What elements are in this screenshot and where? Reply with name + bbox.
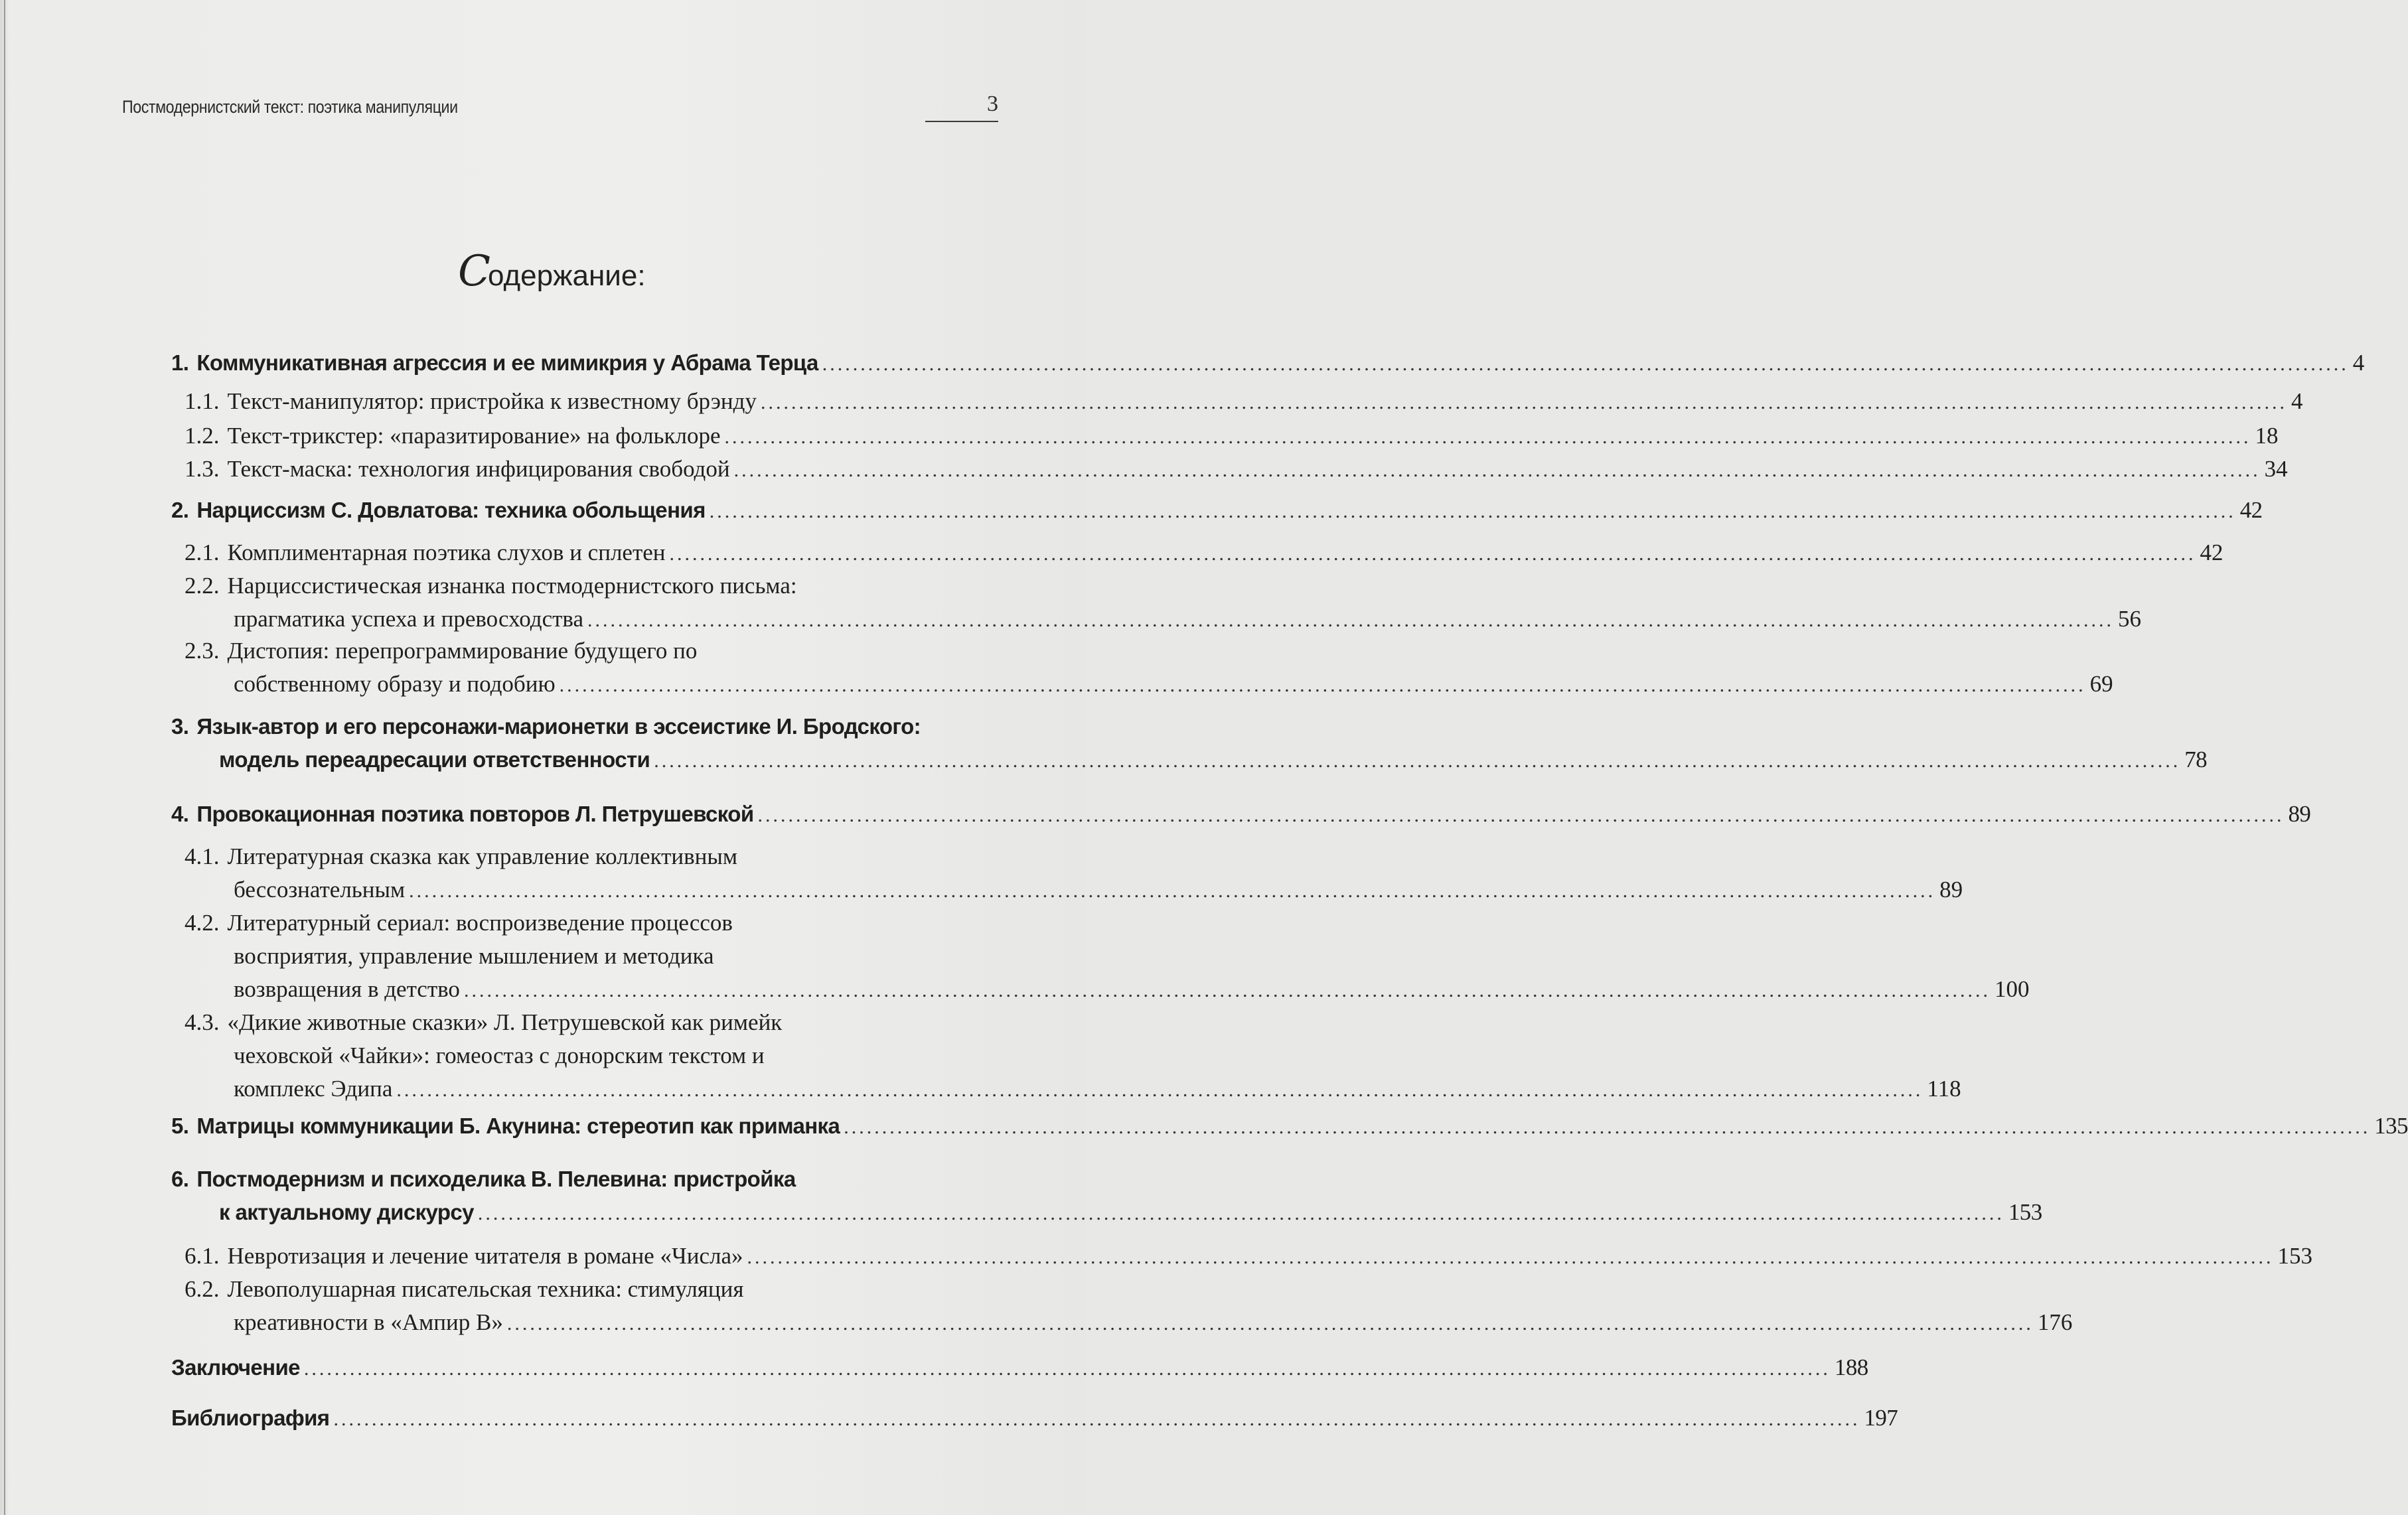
toc-entry-title-continued: прагматика успеха и превосходства (234, 606, 584, 632)
page-number: 3 (987, 92, 998, 116)
toc-entry-page: 18 (2255, 423, 2279, 449)
toc-entry-page: 153 (2277, 1243, 2312, 1269)
toc-entry-title: Литературный сериал: воспроизведение процессов (227, 910, 733, 936)
dot-leader: ........................................................................................................................................................................................................ (669, 543, 2196, 565)
toc-entry-number: 6.1. (185, 1243, 220, 1269)
toc-entry-title: Провокационная поэтика повторов Л. Петрушевской (196, 802, 754, 826)
toc-entry-page: 42 (2239, 497, 2263, 523)
toc-entry-title: Текст-трикстер: «паразитирование» на фольклоре (227, 423, 721, 449)
toc-entry-title: Библиография (171, 1406, 330, 1430)
toc-entry-page: 176 (2037, 1309, 2073, 1335)
toc-entry-title: Левополушарная писательская техника: стимуляция (227, 1276, 744, 1302)
toc-entry-6[interactable] (171, 1163, 2042, 1230)
dot-leader: ........................................................................................................................................................................................................ (463, 979, 1991, 1001)
toc-entry-2-1[interactable] (185, 536, 2223, 571)
toc-entry-title-continued: возвращения в детство (234, 976, 460, 1002)
toc-entry-title: Дистопия: перепрограммирование будущего по (227, 638, 698, 664)
toc-entry-number: 2. (171, 498, 189, 522)
toc-entry-page: 42 (2200, 540, 2223, 565)
dot-leader: ........................................................................................................................................................................................................ (844, 1116, 2371, 1138)
toc-entry-page: 118 (1927, 1076, 1961, 1102)
dot-leader: ........................................................................................................................................................................................................ (724, 426, 2251, 448)
dot-leader: ........................................................................................................................................................................................................ (587, 609, 2115, 631)
dot-leader: ........................................................................................................................................................................................................ (822, 353, 2349, 375)
toc-entry-number: 4.1. (185, 843, 220, 869)
toc-entry-title: «Дикие животные сказки» Л. Петрушевской как римейк (227, 1009, 783, 1035)
running-title: Постмодернистский текст: поэтика манипуляции (122, 97, 458, 117)
toc-entry-4-2[interactable] (185, 906, 2030, 1007)
toc-entry-number: 6. (171, 1167, 189, 1191)
toc-entry-page: 89 (1939, 877, 1963, 902)
toc-entry-number: 2.3. (185, 638, 220, 664)
toc-entry-title-continued: собственному образу и подобию (234, 671, 556, 697)
dot-leader: ........................................................................................................................................................................................................ (559, 674, 2086, 696)
toc-entry-5[interactable] (171, 1110, 2408, 1144)
toc-entry-page: 100 (1994, 976, 2030, 1002)
toc-entry-title: Коммуникативная агрессия и ее мимикрия у Абрама Терца (196, 350, 818, 375)
toc-entry-title-continued: модель переадресации ответственности (219, 747, 650, 772)
toc-entry-page: 56 (2118, 606, 2142, 632)
toc-entry-3[interactable] (171, 710, 2208, 778)
dot-leader: ........................................................................................................................................................................................................ (409, 880, 1936, 902)
toc-entry-title-continued: бессознательным (234, 877, 406, 902)
toc-entry-4-3[interactable] (185, 1006, 1961, 1107)
toc-entry-page: 197 (1864, 1405, 1898, 1431)
running-header (122, 92, 998, 131)
toc-entry-title: Язык-автор и его персонажи-марионетки в эссеистике И. Бродского: (196, 714, 921, 739)
toc-entry-title: Постмодернизм и психоделика В. Пелевина: пристройка (196, 1167, 796, 1191)
toc-entry-number: 1. (171, 350, 189, 375)
toc-entry-number: 5. (171, 1114, 189, 1138)
toc-entry-title-continued: к актуальному дискурсу (219, 1200, 474, 1224)
toc-entry-4[interactable] (171, 798, 2311, 832)
toc-heading-rest: одержание: (487, 259, 646, 292)
toc-entry-page: 188 (1834, 1354, 1868, 1380)
toc-entry-title-continued: восприятия, управление мышлением и методика (234, 943, 714, 969)
toc-entry-number: 1.1. (185, 388, 220, 414)
header-rule (925, 121, 998, 122)
toc-entry-1[interactable] (171, 346, 2364, 381)
dot-leader: ........................................................................................................................................................................................................ (757, 804, 2285, 826)
toc-entry-4-1[interactable] (185, 840, 1963, 908)
toc-entry-number: 2.2. (185, 573, 220, 599)
toc-entry-page: 153 (2008, 1199, 2042, 1225)
toc-entry-page: 78 (2184, 747, 2208, 772)
dot-leader: ........................................................................................................................................................................................................ (760, 392, 2287, 413)
binding-edge (4, 0, 5, 1515)
toc-entry-number: 4.2. (185, 910, 220, 936)
dot-leader: ........................................................................................................................................................................................................ (506, 1313, 2034, 1335)
toc-entry-page: 4 (2291, 388, 2303, 414)
toc-entry-number: 6.2. (185, 1276, 220, 1302)
dot-leader: ........................................................................................................................................................................................................ (733, 459, 2261, 481)
toc-entry-number: 1.3. (185, 456, 220, 482)
toc-entry-title: Текст-маска: технология инфицирования свободой (227, 456, 730, 482)
toc-entry-1-2[interactable] (185, 419, 2279, 454)
toc-entry-6-1[interactable] (185, 1240, 2312, 1274)
dot-leader: ........................................................................................................................................................................................................ (333, 1408, 1860, 1430)
toc-entry-title-continued: креативности в «Ампир В» (234, 1309, 503, 1335)
toc-entry-title-continued: комплекс Эдипа (234, 1076, 393, 1102)
toc-entry-number: 4.3. (185, 1009, 220, 1035)
toc-entry-6-2[interactable] (185, 1273, 2073, 1340)
toc-entry-title: Литературная сказка как управление коллективным (227, 843, 738, 869)
toc-entry-title: Нарциссистическая изнанка постмодернистского письма: (227, 573, 797, 599)
toc-entry-2-3[interactable] (185, 634, 2113, 702)
toc-entry-title: Нарциссизм С. Довлатова: техника обольщения (196, 498, 706, 522)
dot-leader: ........................................................................................................................................................................................................ (477, 1202, 2004, 1224)
toc-entry-title: Комплиментарная поэтика слухов и сплетен (227, 540, 666, 565)
toc-entry-title: Невротизация и лечение читателя в романе «Числа» (227, 1243, 743, 1269)
toc-entry-title: Матрицы коммуникации Б. Акунина: стереотип как приманка (196, 1114, 840, 1138)
dot-leader: ........................................................................................................................................................................................................ (396, 1079, 1923, 1101)
toc-entry-page: 34 (2264, 456, 2288, 482)
toc-heading-initial: С (458, 247, 490, 296)
toc-entry-page: 89 (2288, 801, 2311, 827)
toc-heading (458, 247, 646, 296)
toc-entry-page: 4 (2352, 350, 2364, 376)
toc-entry-number: 3. (171, 714, 189, 739)
toc-entry-1-1[interactable] (185, 385, 2303, 419)
toc-entry-number: 2.1. (185, 540, 220, 565)
toc-entry-page: 135 (2374, 1113, 2408, 1139)
toc-entry-title-continued: чеховской «Чайки»: гомеостаз с донорским текстом и (234, 1043, 765, 1068)
dot-leader: ........................................................................................................................................................................................................ (303, 1358, 1831, 1380)
toc-entry-number: 1.2. (185, 423, 220, 449)
dot-leader: ........................................................................................................................................................................................................ (654, 750, 2181, 772)
toc-entry-conclusion[interactable] (171, 1351, 1868, 1386)
toc-entry-page: 69 (2089, 671, 2113, 697)
toc-entry-2-2[interactable] (185, 569, 2142, 637)
toc-entry-number: 4. (171, 802, 189, 826)
toc-entry-2[interactable] (171, 494, 2263, 528)
toc-entry-title: Текст-манипулятор: пристройка к известному брэнду (227, 388, 757, 414)
toc-entry-title: Заключение (171, 1355, 300, 1380)
dot-leader: ........................................................................................................................................................................................................ (709, 500, 2236, 522)
dot-leader: ........................................................................................................................................................................................................ (747, 1246, 2274, 1268)
toc-entry-bibliography[interactable] (171, 1402, 1898, 1436)
toc-entry-1-3[interactable] (185, 453, 2288, 487)
